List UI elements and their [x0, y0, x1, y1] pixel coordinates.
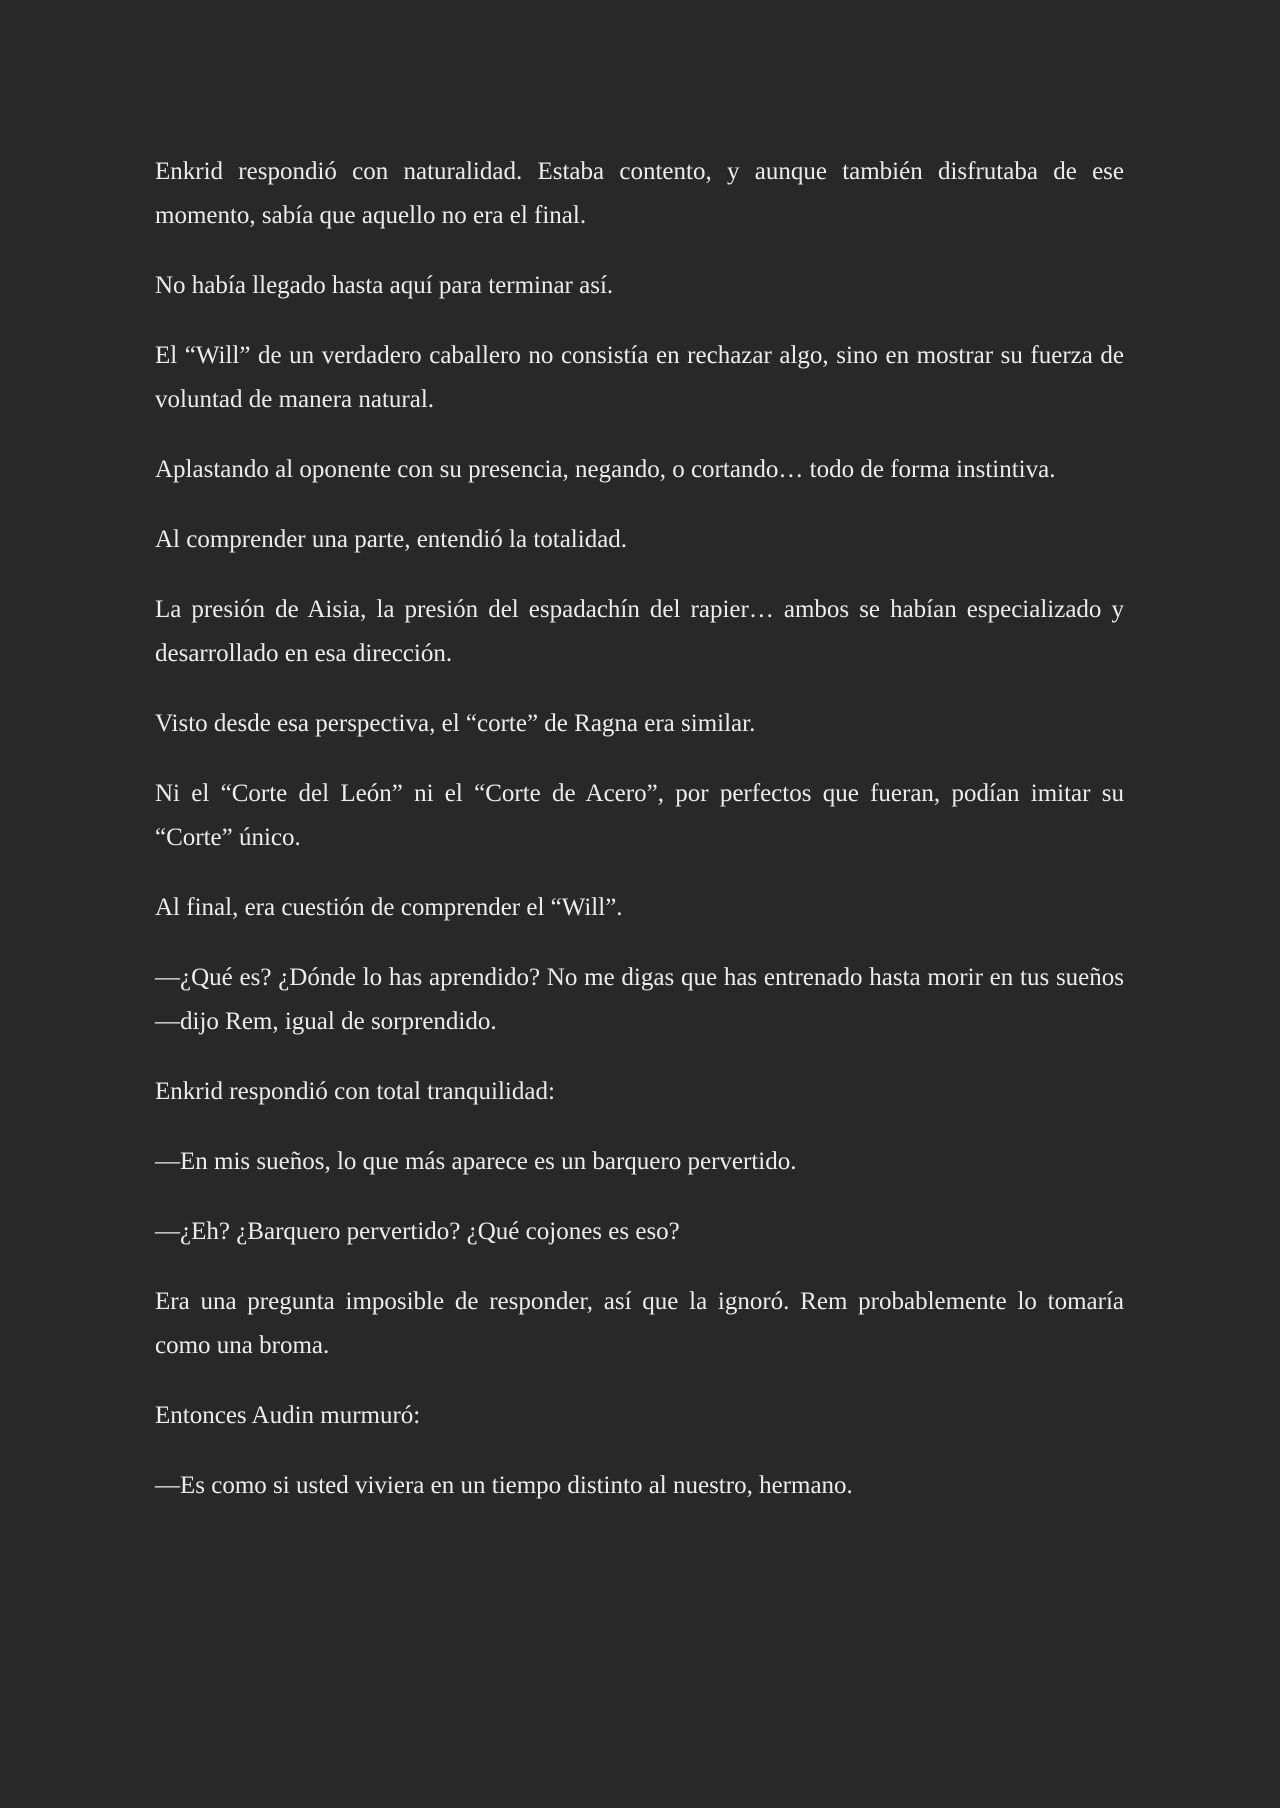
paragraph-13: —¿Eh? ¿Barquero pervertido? ¿Qué cojones es eso?	[155, 1218, 680, 1245]
paragraph-4: Aplastando al oponente con su presencia, negando, o cortando… todo de forma instintiva.	[155, 456, 1056, 483]
paragraph-5: Al comprender una parte, entendió la totalidad.	[155, 526, 628, 553]
paragraph-3: El “Will” de un verdadero caballero no consistía en rechazar algo, sino en mostrar su fuerza de voluntad de manera natural.	[155, 342, 1124, 413]
paragraph-9: Al final, era cuestión de comprender el “Will”.	[155, 894, 623, 921]
paragraph-16: —Es como si usted viviera en un tiempo distinto al nuestro, hermano.	[155, 1472, 853, 1499]
paragraph-8: Ni el “Corte del León” ni el “Corte de Acero”, por perfectos que fueran, podían imitar su “Corte” único.	[155, 780, 1124, 851]
document-page	[155, 150, 1124, 1534]
paragraph-15: Entonces Audin murmuró:	[155, 1402, 421, 1429]
paragraph-6: La presión de Aisia, la presión del espadachín del rapier… ambos se habían especializado y desarrollado en esa dirección.	[155, 596, 1124, 667]
paragraph-12: —En mis sueños, lo que más aparece es un barquero pervertido.	[155, 1148, 797, 1175]
paragraph-1: Enkrid respondió con naturalidad. Estaba contento, y aunque también disfrutaba de ese momento, sabía que aquello no era el final.	[155, 158, 1124, 229]
paragraph-14: Era una pregunta imposible de responder, así que la ignoró. Rem probablemente lo tomaría como una broma.	[155, 1288, 1124, 1359]
paragraph-11: Enkrid respondió con total tranquilidad:	[155, 1078, 555, 1105]
paragraph-7: Visto desde esa perspectiva, el “corte” de Ragna era similar.	[155, 710, 756, 737]
paragraph-2: No había llegado hasta aquí para terminar así.	[155, 272, 614, 299]
paragraph-10: —¿Qué es? ¿Dónde lo has aprendido? No me digas que has entrenado hasta morir en tus sueños—dijo Rem, igual de sorprendido.	[155, 964, 1124, 1035]
